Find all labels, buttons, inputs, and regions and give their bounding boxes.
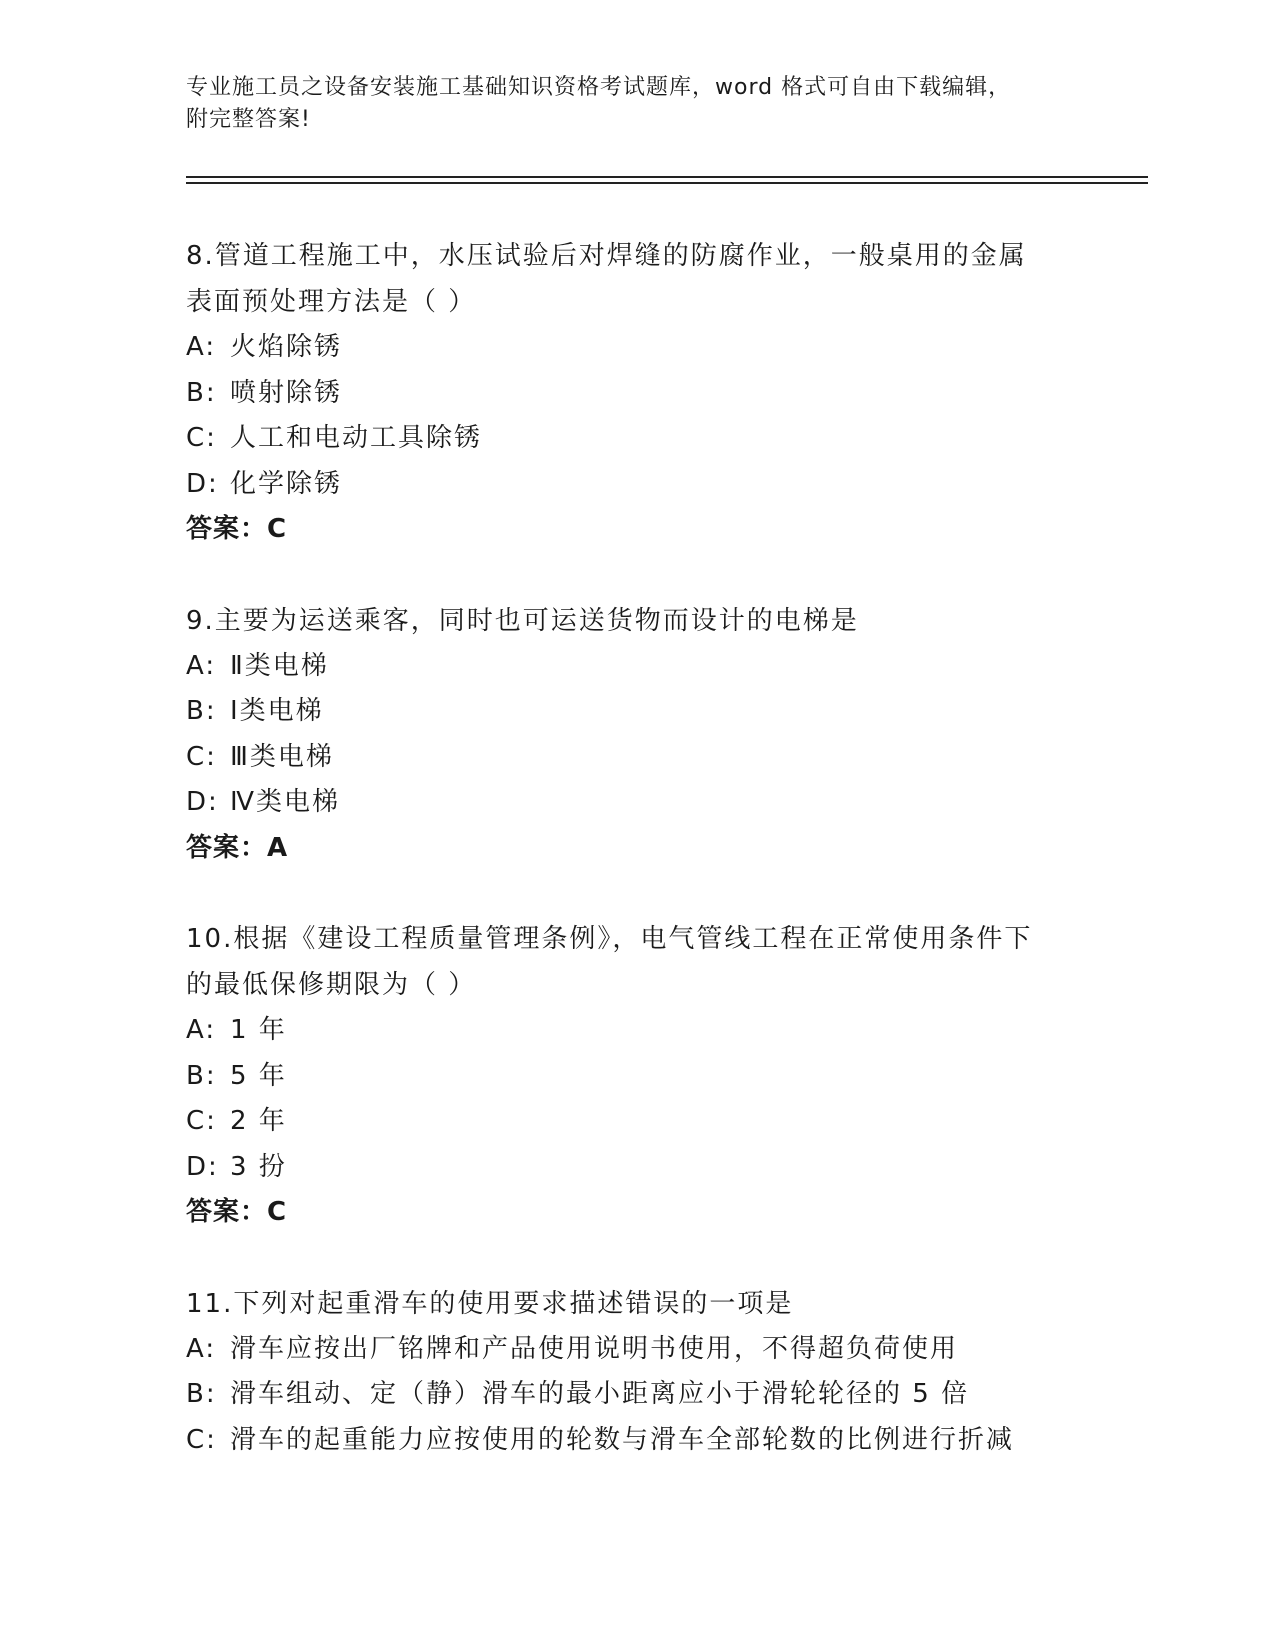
option-key: C: [186,423,217,453]
option-b [186,1372,1166,1418]
question-text-line: 11.下列对起重滑车的使用要求描述错误的一项是 [186,1288,794,1319]
option-text: 化学除锈 [230,468,343,499]
intro-line-1: 专业施工员之设备安装施工基础知识资格考试题库，word 格式可自由下载编辑， [186,75,1012,100]
option-a [186,325,1166,371]
option-key: C: [186,1424,217,1455]
header-divider-top [186,176,1148,178]
option-c [186,416,1166,462]
intro-line-2: 附完整答案! [186,107,311,132]
option-key: D: [186,468,219,499]
answer-line: 答案：C [186,514,288,544]
answer-line: 答案：A [186,832,289,863]
option-b [186,371,1166,417]
option-c [186,1099,1166,1145]
option-key: B: [186,377,217,408]
option-text: 滑车的起重能力应按使用的轮数与滑车全部轮数的比例进行折减 [230,1424,1015,1455]
option-text: 5 年 [230,1060,287,1091]
option-a [186,1008,1166,1054]
question-text-line: 的最低保修期限为（ ） [186,970,477,1000]
option-text: 3 扮 [230,1151,287,1182]
option-c [186,735,1166,781]
option-key: D: [186,787,219,817]
option-b [186,689,1166,735]
option-text: 2 年 [230,1106,287,1136]
question-text-line: 9.主要为运送乘客，同时也可运送货物而设计的电梯是 [186,605,859,636]
option-d [186,780,1166,826]
option-key: A: [186,1015,217,1045]
option-key: B: [186,1060,217,1091]
option-key: B: [186,696,217,726]
option-key: A: [186,650,217,681]
question-list [186,233,1166,1508]
option-key: A: [186,1333,217,1364]
option-d [186,462,1166,508]
option-key: C: [186,741,217,772]
option-text: 火焰除锈 [230,332,343,362]
option-d [186,1145,1166,1191]
option-text: Ⅲ类电梯 [230,741,334,772]
option-text: 人工和电动工具除锈 [230,423,483,453]
question-text-line: 8.管道工程施工中，水压试验后对焊缝的防腐作业，一般桌用的金属 [186,241,1027,271]
option-text: Ⅳ类电梯 [230,787,340,817]
option-key: D: [186,1151,219,1182]
answer-line: 答案：C [186,1197,288,1227]
question-11 [186,1281,1166,1464]
option-key: B: [186,1379,217,1409]
option-a [186,1327,1166,1373]
option-text: 喷射除锈 [230,377,343,408]
header-divider-bottom [186,182,1148,184]
option-text: Ⅰ类电梯 [230,696,324,726]
question-text-line: 表面预处理方法是（ ） [186,287,477,317]
option-text: 滑车组动、定（静）滑车的最小距离应小于滑轮轮径的 5 倍 [230,1379,970,1409]
question-text-line: 10.根据《建设工程质量管理条例》，电气管线工程在正常使用条件下 [186,924,1033,954]
option-key: A: [186,332,217,362]
option-text: 1 年 [230,1015,287,1045]
option-c [186,1418,1166,1464]
option-text: Ⅱ类电梯 [230,650,329,681]
question-9 [186,598,1166,872]
question-8 [186,233,1166,553]
question-10 [186,916,1166,1236]
option-text: 滑车应按出厂铭牌和产品使用说明书使用，不得超负荷使用 [230,1333,959,1364]
document-header [186,72,1166,136]
option-b [186,1054,1166,1100]
option-a [186,644,1166,690]
option-key: C: [186,1106,217,1136]
